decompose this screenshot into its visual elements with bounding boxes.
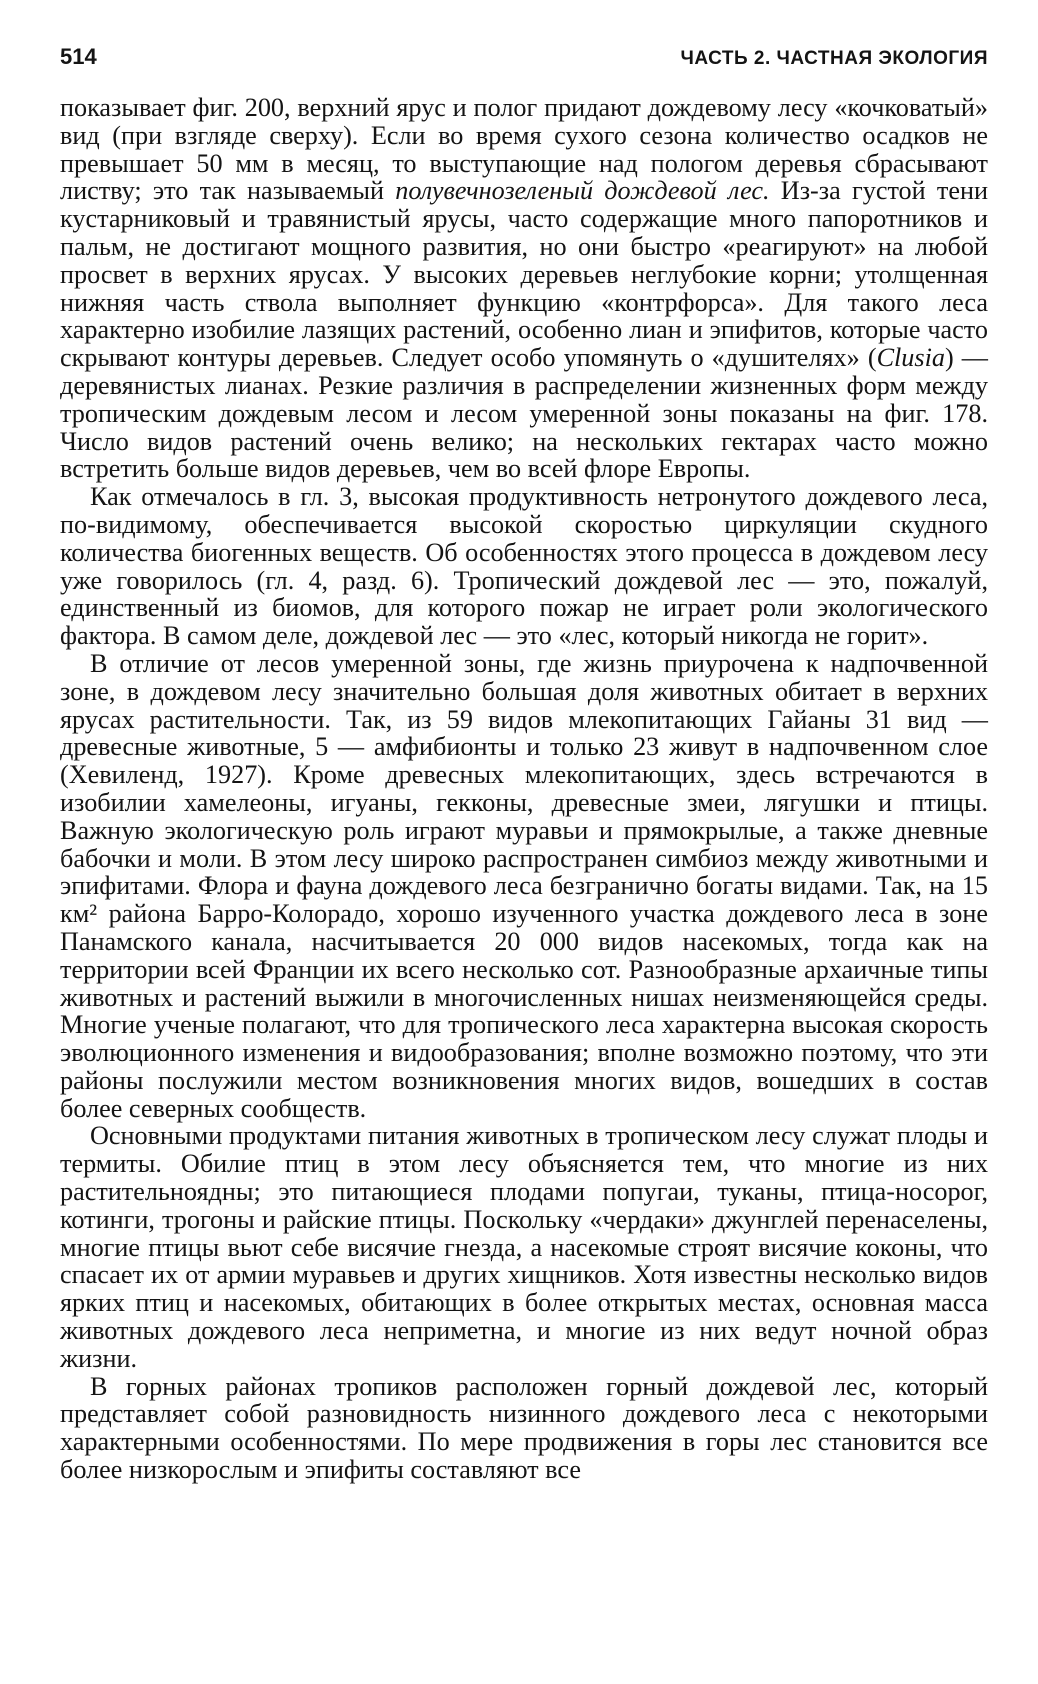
paragraph-1-text-a: показывает фиг. 200, верхний ярус и полог придают дождевому лесу «кочковатый» вид (при взгляде сверху). Если во время сухого сезона количество осадков не превышает 50 мм в месяц, то выступающие над пологом деревья сбрасывают листву; это так называемый (60, 93, 988, 206)
body-text (60, 94, 988, 1484)
paragraph-1-text-c: ) — деревянистых лианах. Резкие различия в распределении жизненных форм между тропическим дождевым лесом и лесом умеренной зоны показаны на фиг. 178. Число видов растений очень велико; на нескольких гектарах часто можно встретить больше видов деревьев, чем во всей флоре Европы. (60, 343, 988, 484)
paragraph-5: В горных районах тропиков расположен горный дождевой лес, который представляет собой разновидность низинного дождевого леса с некоторыми характерными особенностями. По мере продвижения в горы лес становится все более низкорослым и эпифиты составляют все (60, 1371, 988, 1485)
paragraph-4: Основными продуктами питания животных в тропическом лесу служат плоды и термиты. Обилие птиц в этом лесу объясняется тем, что многие из них растительноядны; это питающиеся плодами попугаи, туканы, птица-носорог, котинги, трогоны и райские птицы. Поскольку «чердаки» джунглей перенаселены, многие птицы вьют себе висячие гнезда, а насекомые строят висячие коконы, что спасает их от армии муравьев и других хищников. Хотя известны несколько видов ярких птиц и насекомых, обитающих в более открытых местах, основная масса животных дождевого леса неприметна, и многие из них ведут ночной образ жизни. (60, 1121, 988, 1373)
running-head: ЧАСТЬ 2. ЧАСТНАЯ ЭКОЛОГИЯ (680, 48, 988, 69)
paragraph-1-text-b: Из-за густой тени кустарниковый и травянистый ярусы, часто содержащие много папоротников и пальм, не достигают мощного развития, но они быстро «реагируют» на любой просвет в верхних ярусах. У высоких деревьев неглубокие корни; утолщенная нижняя часть ствола выполняет функцию «контрфорса». Для такого леса характерно изобилие лазящих растений, особенно лиан и эпифитов, которые часто скрывают контуры деревьев. Следует особо упомянуть о «душителях» ( (60, 176, 988, 373)
term-clusia: Clusia (876, 343, 945, 373)
term-semi-evergreen-forest: полувечнозеленый дождевой лес. (395, 176, 770, 206)
page-header (60, 44, 988, 84)
book-page (60, 44, 988, 1484)
paragraph-2: Как отмечалось в гл. 3, высокая продуктивность нетронутого дождевого леса, по-видимому, обеспечивается высокой скоростью циркуляции скудного количества биогенных веществ. Об особенностях этого процесса в дождевом лесу уже говорилось (гл. 4, разд. 6). Тропический дождевой лес — это, пожалуй, единственный из биомов, для которого пожар не играет роли экологического фактора. В самом деле, дождевой лес — это «лес, который никогда не горит». (60, 482, 988, 651)
page-number: 514 (60, 44, 97, 69)
paragraph-3: В отличие от лесов умеренной зоны, где жизнь приурочена к надпочвенной зоне, в дождевом лесу значительно большая доля животных обитает в верхних ярусах растительности. Так, из 59 видов млекопитающих Гайаны 31 вид — древесные животные, 5 — амфибионты и только 23 живут в надпочвенном слое (Хевиленд, 1927). Кроме древесных млекопитающих, здесь встречаются в изобилии хамелеоны, игуаны, гекконы, древесные змеи, лягушки и птицы. Важную экологическую роль играют муравьи и прямокрылые, а также дневные бабочки и моли. В этом лесу широко распространен симбиоз между животными и эпифитами. Флора и фауна дождевого леса безгранично богаты видами. Так, на 15 км² района Барро-Колорадо, хорошо изученного участка дождевого леса в зоне Панамского канала, насчитывается 20 000 видов насекомых, тогда как на территории всей Франции их всего несколько сот. Разнообразные архаичные типы животных и растений выжили в многочисленных нишах неизменяющейся среды. Многие ученые полагают, что для тропического леса характерна высокая скорость эволюционного изменения и видообразования; вполне возможно поэтому, что эти районы послужили местом возникновения многих видов, вошедших в состав более северных сообществ. (60, 648, 988, 1123)
paragraph-1 (60, 94, 988, 483)
